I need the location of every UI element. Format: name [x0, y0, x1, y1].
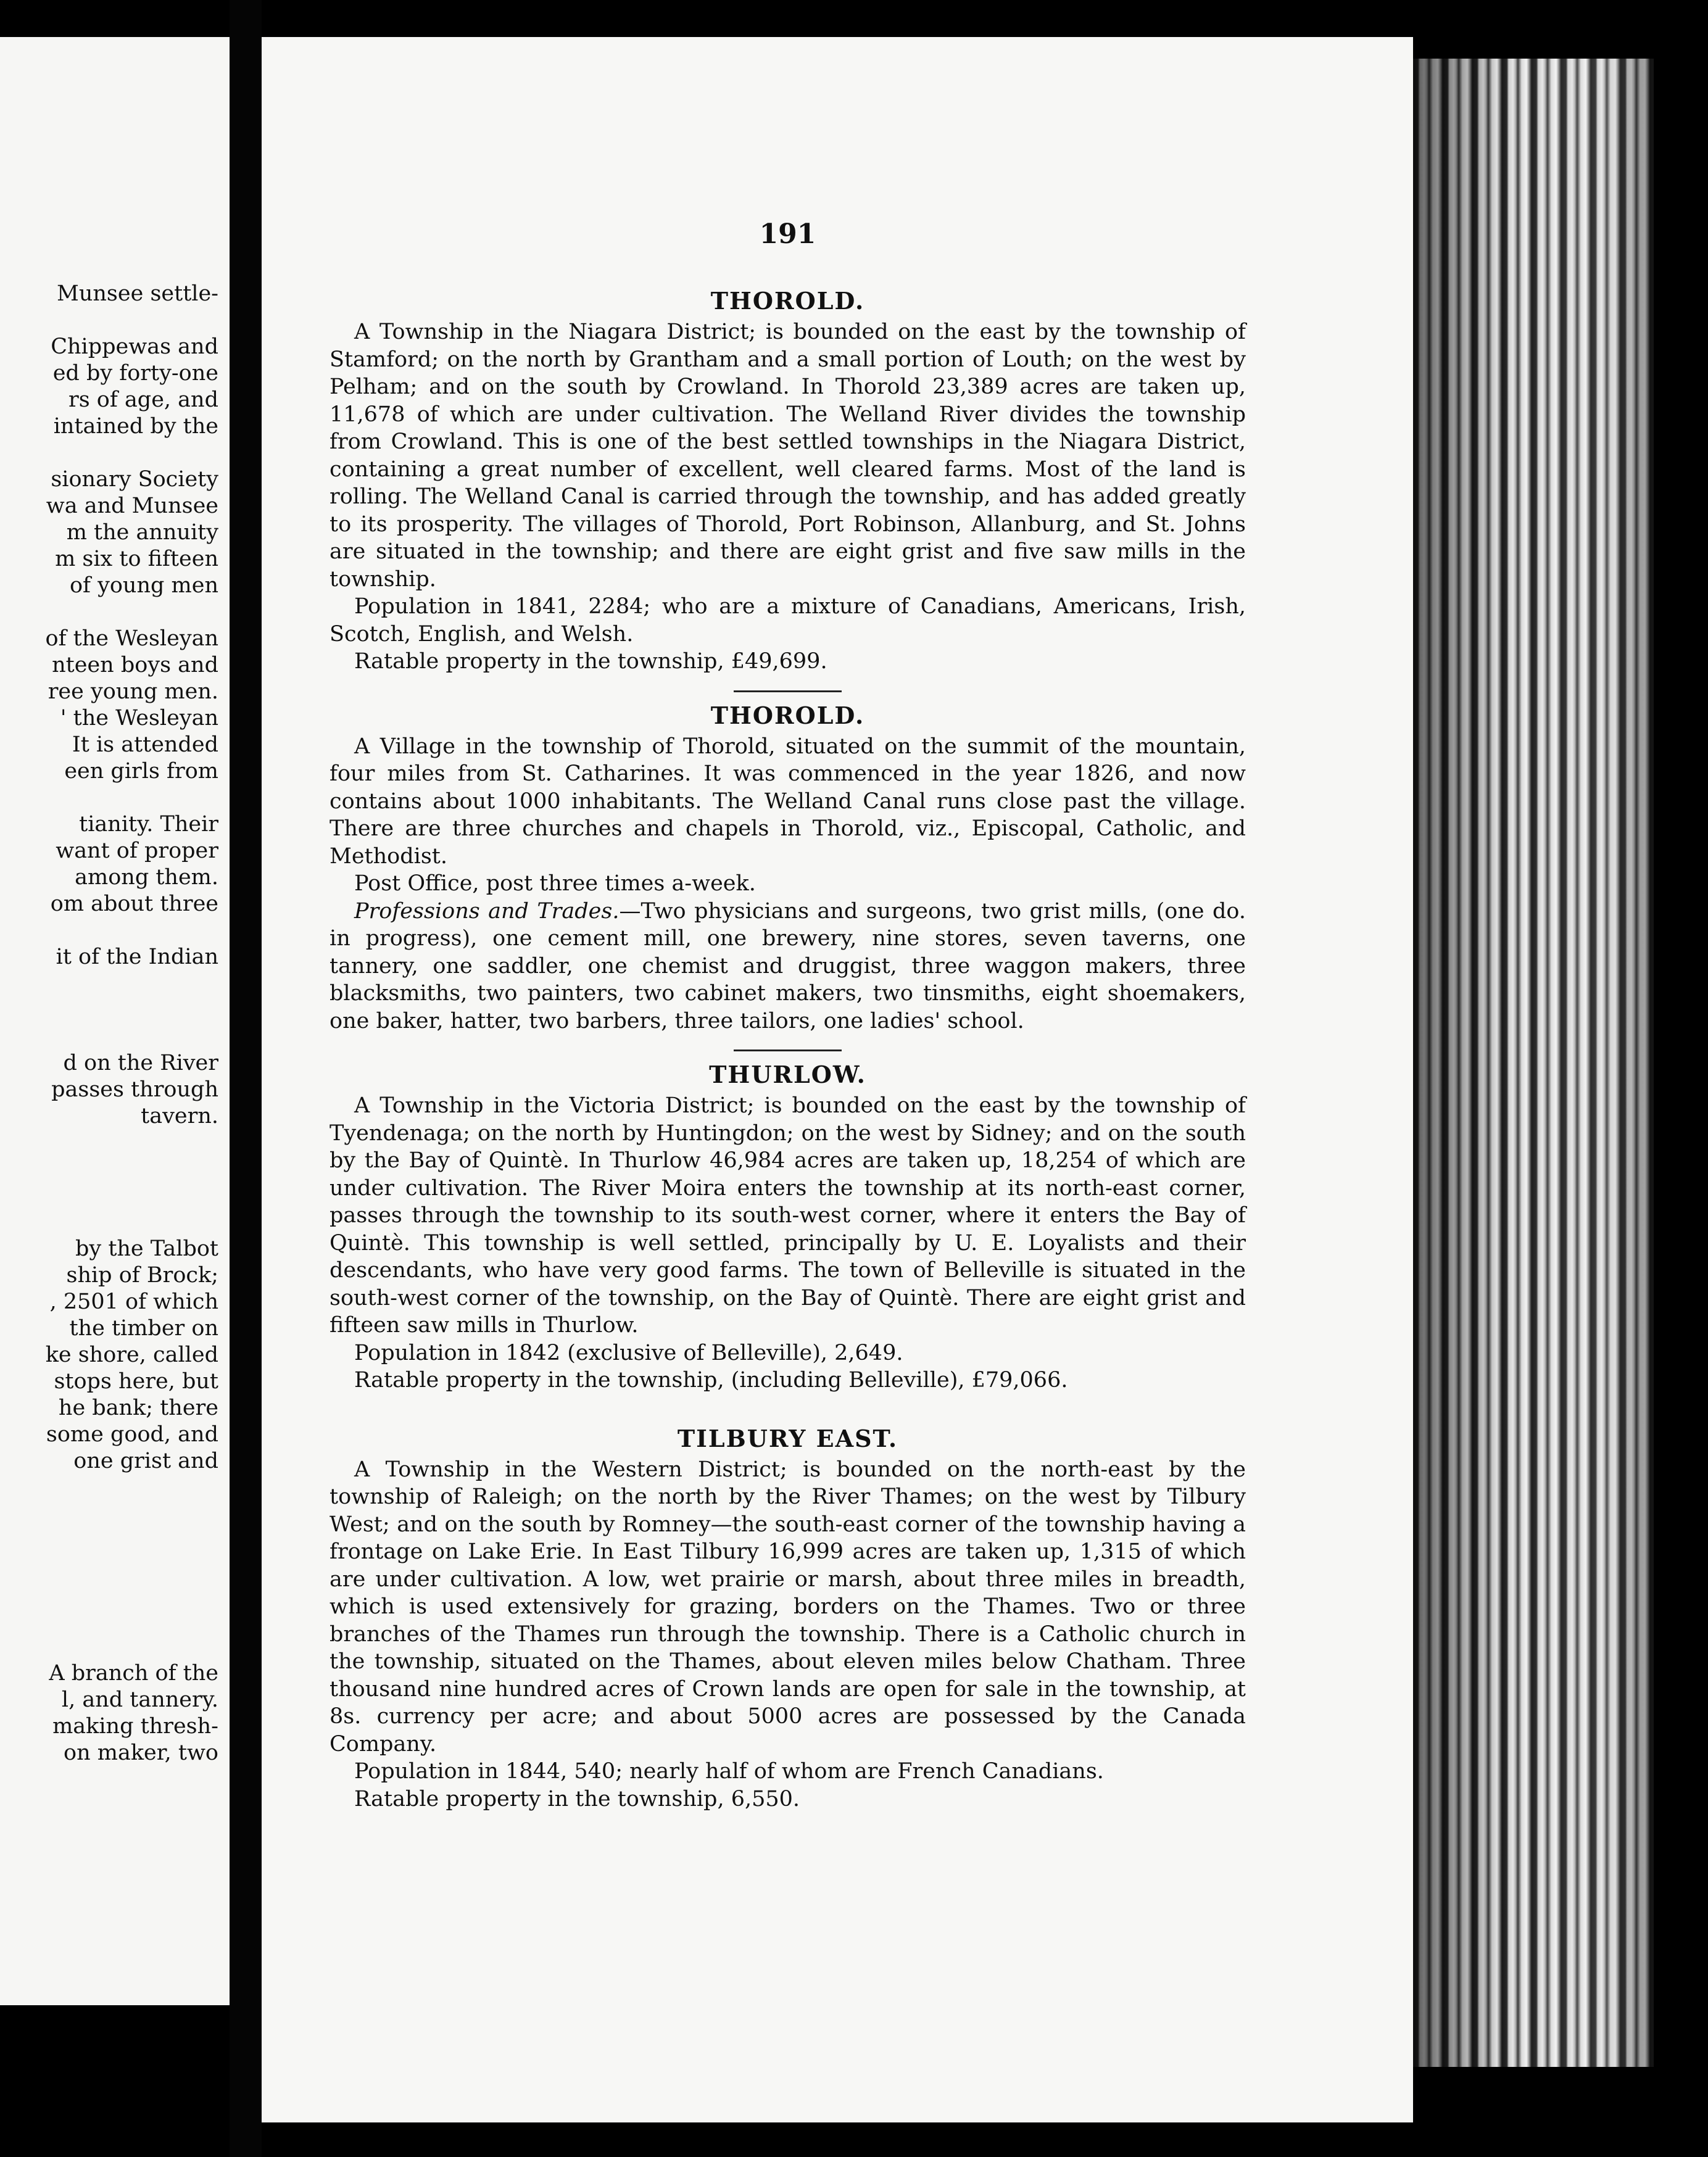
previous-page-line: making thresh- [52, 1714, 218, 1739]
ratable-property-paragraph: Ratable property in the township, (including Belleville), £79,066. [354, 1368, 1068, 1393]
entry-paragraph: A Village in the township of Thorold, situated on the summit of the mountain, four miles from St. Catharines. It was commenced in the year 1826, and now contains about 1000 inhabitants. The Welland Canal runs close past the village. There are three churches and chapels in Thorold, viz., Episcopal, Catholic, and Methodist. [330, 734, 1246, 869]
entry-thurlow [330, 1058, 1246, 1394]
previous-page-line: m the annuity [66, 520, 218, 545]
entry-heading: TILBURY EAST. [677, 1424, 898, 1452]
entry-thorold-village [330, 698, 1246, 1035]
previous-page-line: sionary Society [51, 467, 218, 492]
current-page [262, 37, 1413, 2122]
previous-page-line: It is attended [72, 732, 218, 757]
section-divider [734, 1050, 842, 1051]
ratable-property-paragraph: Ratable property in the township, 6,550. [354, 1786, 800, 1811]
previous-page-line: d on the River [63, 1051, 218, 1075]
entry-paragraph: A Township in the Western District; is bounded on the north-east by the township of Raleigh; on the north by the River Thames; on the west by Tilbury West; and on the south by Romney—the south-east corner of the township having a frontage on Lake Erie. In East Tilbury 16,999 acres are taken up, 1,315 of which are under cultivation. A low, wet prairie or marsh, about three miles in breadth, which is used extensively for grazing, borders on the Thames. Two or three branches of the Thames run through the township. There is a Catholic church in the township, situated on the Thames, about eleven miles below Chatham. Three thousand nine hundred acres of Crown lands are open for sale in the township, at 8s. currency per acre; and about 5000 acres are possessed by the Canada Company. [330, 1457, 1246, 1757]
previous-page-line: wa and Munsee [46, 494, 218, 518]
book-fore-edge-shadow [1413, 59, 1654, 2067]
previous-page-line: nteen boys and [52, 653, 218, 677]
entry-paragraph: A Township in the Victoria District; is bounded on the east by the township of Tyendenaga; on the north by Huntingdon; on the west by Sidney; and on the south by the Bay of Quintè. In Thurlow 46,984 acres are taken up, 18,254 of which are under cultivation. The River Moira enters the township at its north-east corner, passes through the township to its south-west corner, where it enters the Bay of Quintè. This township is well settled, principally by U. E. Loyalists and their descendants, who have very good farms. The town of Belleville is situated in the south-west corner of the township, on the Bay of Quintè. There are eight grist and fifteen saw mills in Thurlow. [330, 1093, 1246, 1338]
previous-page-line: intained by the [53, 414, 218, 439]
previous-page-line: it of the Indian [56, 945, 218, 969]
previous-page-line: stops here, but [54, 1369, 218, 1394]
entry-thorold-township [330, 284, 1246, 676]
previous-page-line: l, and tannery. [61, 1687, 218, 1712]
entry-heading: THURLOW. [709, 1061, 866, 1088]
previous-page-line: ke shore, called [45, 1343, 218, 1367]
previous-page-line: ship of Brock; [66, 1263, 218, 1288]
previous-page-line: om about three [50, 892, 218, 916]
population-paragraph: Population in 1842 (exclusive of Belleville), 2,649. [354, 1340, 903, 1365]
previous-page-line: one grist and [73, 1449, 218, 1473]
entry-tilbury-east [330, 1422, 1246, 1813]
trades-paragraph [330, 898, 1246, 1035]
previous-page [0, 37, 230, 2005]
previous-page-line: of young men [69, 573, 218, 598]
book-gutter [230, 0, 262, 2157]
previous-page-line: on maker, two [64, 1741, 218, 1765]
previous-page-line: Munsee settle- [57, 281, 218, 306]
previous-page-line: een girls from [64, 759, 218, 784]
previous-page-line: tianity. Their [79, 812, 218, 837]
previous-page-line: of the Wesleyan [45, 626, 218, 651]
ratable-property-paragraph: Ratable property in the township, £49,699. [354, 649, 827, 674]
previous-page-line: by the Talbot [75, 1236, 218, 1261]
previous-page-line: m six to fifteen [55, 547, 218, 571]
previous-page-line: some good, and [46, 1422, 218, 1447]
population-paragraph: Population in 1841, 2284; who are a mixture of Canadians, Americans, Irish, Scotch, English, and Welsh. [330, 594, 1246, 647]
previous-page-line: passes through [51, 1077, 218, 1102]
trades-label: Professions and Trades. [354, 898, 620, 924]
page-text-block [330, 216, 1246, 1813]
previous-page-line: Chippewas and [51, 334, 218, 359]
previous-page-line: ree young men. [48, 679, 218, 704]
previous-page-line: want of proper [56, 838, 218, 863]
entry-paragraph: A Township in the Niagara District; is bounded on the east by the township of Stamford; on the north by Grantham and a small portion of Louth; on the west by Pelham; and on the south by Crowland. In Thorold 23,389 acres are taken up, 11,678 of which are under cultivation. The Welland River divides the township from Crowland. This is one of the best settled townships in the Niagara District, containing a great number of excellent, well cleared farms. Most of the land is rolling. The Welland Canal is carried through the township, and has added greatly to its prosperity. The villages of Thorold, Port Robinson, Allanburg, and St. Johns are situated in the township; and there are eight grist and five saw mills in the township. [330, 320, 1246, 592]
previous-page-line: ed by forty-one [52, 361, 218, 386]
previous-page-line: he bank; there [58, 1396, 218, 1420]
trades-text: —Two physicians and surgeons, two grist mills, (one do. in progress), one cement mill, one brewery, nine stores, seven taverns, one tannery, one saddler, one chemist and druggist, three waggon makers, three blacksmiths, two painters, two cabinet makers, two tinsmiths, eight shoemakers, one baker, hatter, two barbers, three tailors, one ladies' school. [330, 898, 1246, 1033]
post-office-paragraph: Post Office, post three times a-week. [354, 871, 756, 896]
entry-heading: THOROLD. [710, 287, 865, 315]
previous-page-line: the timber on [69, 1316, 218, 1341]
previous-page-line: , 2501 of which [49, 1290, 218, 1314]
previous-page-line: tavern. [141, 1104, 218, 1128]
page-number: 191 [759, 218, 816, 250]
previous-page-line: A branch of the [49, 1661, 218, 1686]
previous-page-line: among them. [75, 865, 218, 890]
section-divider [734, 690, 842, 692]
previous-page-line: ' the Wesleyan [60, 706, 218, 731]
entry-heading: THOROLD. [710, 701, 865, 729]
previous-page-line: rs of age, and [68, 387, 218, 412]
population-paragraph: Population in 1844, 540; nearly half of whom are French Canadians. [354, 1759, 1104, 1784]
